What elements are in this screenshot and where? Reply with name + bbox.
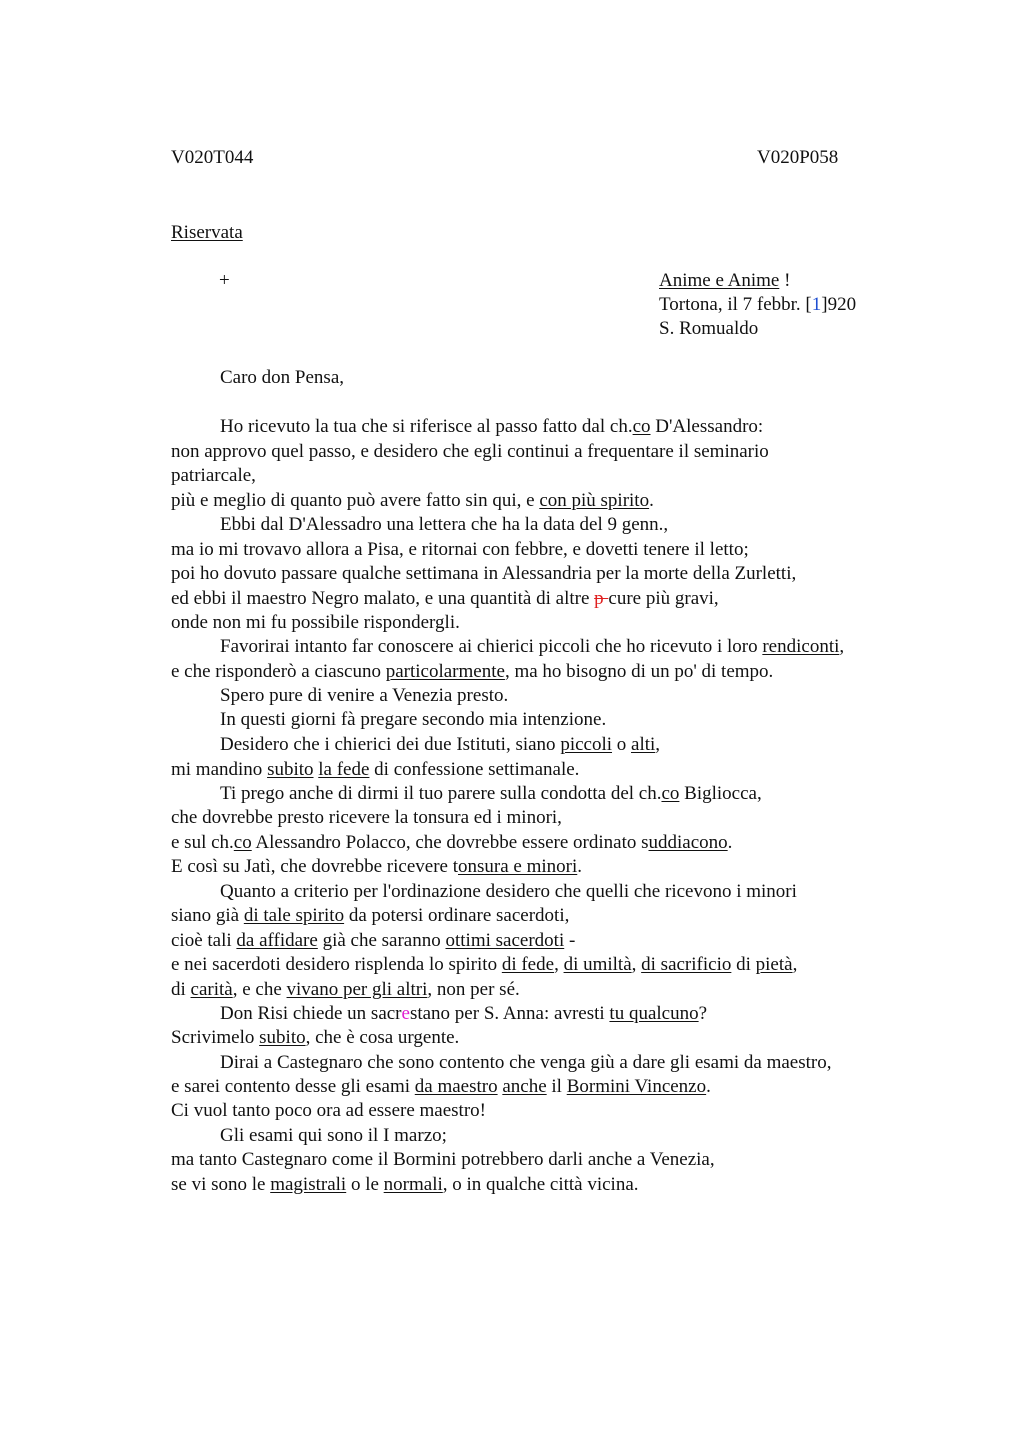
text-run: . (649, 490, 654, 511)
text-run: , ma ho bisogno di un po' di tempo. (504, 661, 774, 682)
text-run: , e che (232, 979, 287, 1000)
underlined-run: anche (502, 1076, 547, 1097)
body-line-20: Quanto a criterio per l'ordinazione desidero che quelli che ricevono i minori (220, 881, 797, 902)
underlined-run: tu qualcuno (609, 1003, 699, 1024)
text-run: , (554, 954, 564, 975)
underlined-run: rendiconti (762, 636, 840, 657)
saint-line: S. Romualdo (659, 318, 759, 339)
text-run: o (612, 734, 632, 755)
body-line-14 (220, 733, 660, 757)
cross-mark: + (219, 270, 230, 291)
body-line-28 (171, 1075, 711, 1099)
body-line-12: Spero pure di venire a Venezia presto. (220, 685, 509, 706)
body-line-25 (220, 1002, 707, 1026)
header-right-code: V020P058 (757, 147, 839, 168)
text-run: ? (698, 1003, 708, 1024)
body-line-7: poi ho dovuto passare qualche settimana in Alessandria per la morte della Zurletti, (171, 563, 797, 584)
text-run: stano per S. Anna: avresti (409, 1003, 610, 1024)
date-part-b: 1 (811, 294, 822, 315)
underlined-run: particolarmente (385, 661, 505, 682)
text-run: , non per sé. (427, 979, 520, 1000)
underlined-run: vivano per gli altri (286, 979, 428, 1000)
body-line-24 (171, 978, 520, 1002)
text-run: Desidero che i chierici dei due Istituti, siano (220, 734, 561, 755)
body-line-32 (171, 1173, 639, 1197)
motto-end: ! (779, 270, 791, 291)
body-line-31: ma tanto Castegnaro come il Bormini potrebbero darli anche a Venezia, (171, 1149, 715, 1170)
text-run: Ho ricevuto la tua che si riferisce al passo fatto dal ch. (220, 416, 633, 437)
body-line-9: onde non mi fu possibile rispondergli. (171, 612, 460, 633)
text-run: mi mandino (171, 759, 268, 780)
riservata-label: Riservata (171, 222, 243, 243)
date-part-a: Tortona, il 7 febbr. [ (659, 294, 812, 315)
text-run: di confessione settimanale. (369, 759, 580, 780)
body-line-2: non approvo quel passo, e desidero che egli continui a frequentare il seminario (171, 441, 769, 462)
underlined-run: di sacrificio (641, 954, 732, 975)
body-line-29: Ci vuol tanto poco ora ad essere maestro! (171, 1100, 486, 1121)
underlined-run: subito (259, 1027, 306, 1048)
body-line-17: che dovrebbe presto ricevere la tonsura ed i minori, (171, 807, 562, 828)
body-line-18 (171, 831, 732, 855)
text-run: . (577, 856, 583, 877)
text-run: e che risponderò a ciascuno (171, 661, 386, 682)
body-line-5: Ebbi dal D'Alessadro una lettera che ha la data del 9 genn., (220, 514, 669, 535)
header-left-code: V020T044 (171, 147, 254, 168)
body-line-1 (220, 415, 763, 439)
underlined-run: co (233, 832, 252, 853)
text-run: più e meglio di quanto può avere fatto sin qui, e (171, 490, 540, 511)
underlined-run: carità (190, 979, 233, 1000)
body-line-19 (171, 855, 582, 879)
text-run: e nei sacerdoti desidero risplenda lo spirito (171, 954, 502, 975)
body-line-22 (171, 929, 575, 953)
underlined-run: Bormini Vincenzo (566, 1076, 707, 1097)
struck-run: p (594, 588, 609, 609)
text-run: , (839, 636, 845, 657)
underlined-run: co (661, 783, 680, 804)
text-run: se vi sono le (171, 1174, 271, 1195)
underlined-run: ottimi sacerdoti (445, 930, 565, 951)
body-line-4 (171, 489, 654, 513)
salutation: Caro don Pensa, (220, 367, 345, 388)
text-run: Alessandro Polacco, che dovrebbe essere ordinato s (251, 832, 649, 853)
text-run: Don Risi chiede un sacr (220, 1003, 402, 1024)
underlined-run: di tale spirito (243, 905, 345, 926)
body-line-26 (171, 1026, 459, 1050)
underlined-run: onsura e minori (458, 856, 578, 877)
text-run: da potersi ordinare sacerdoti, (344, 905, 570, 926)
underlined-run: piccoli (560, 734, 613, 755)
text-run: di (171, 979, 191, 1000)
text-run: già che saranno (317, 930, 446, 951)
text-run: Favorirai intanto far conoscere ai chierici piccoli che ho ricevuto i loro (220, 636, 763, 657)
date-line (659, 293, 856, 317)
body-line-21 (171, 904, 569, 928)
text-run: , o in qualche città vicina. (442, 1174, 639, 1195)
underlined-run: di fede (501, 954, 555, 975)
text-run: - (564, 930, 576, 951)
underlined-run: da maestro (414, 1076, 498, 1097)
body-line-3: patriarcale, (171, 465, 256, 486)
body-line-30: Gli esami qui sono il I marzo; (220, 1125, 447, 1146)
text-run: , (655, 734, 661, 755)
text-run: . (706, 1076, 711, 1097)
motto-text: Anime e Anime (659, 270, 780, 291)
text-run: Scrivimelo (171, 1027, 260, 1048)
text-run: di (731, 954, 756, 975)
body-line-13: In questi giorni fà pregare secondo mia intenzione. (220, 709, 607, 730)
text-run: Ti prego anche di dirmi il tuo parere sulla condotta del ch. (220, 783, 662, 804)
underlined-run: co (632, 416, 651, 437)
text-run: . (727, 832, 733, 853)
body-line-15 (171, 758, 579, 782)
text-run: e sarei contento desse gli esami (171, 1076, 415, 1097)
text-run: e sul ch. (171, 832, 234, 853)
text-run: cioè tali (171, 930, 237, 951)
body-line-11 (171, 660, 773, 684)
text-run: D'Alessandro: (650, 416, 764, 437)
underlined-run: magistrali (270, 1174, 347, 1195)
underlined-run: subito (267, 759, 314, 780)
body-line-6: ma io mi trovavo allora a Pisa, e ritornai con febbre, e dovetti tenere il letto; (171, 539, 749, 560)
body-line-8 (171, 587, 719, 611)
body-line-10 (220, 635, 844, 659)
pink-mark-run: e (401, 1003, 410, 1024)
text-run: , (631, 954, 642, 975)
underlined-run: la fede (318, 759, 370, 780)
text-run: , che è cosa urgente. (305, 1027, 460, 1048)
body-line-23 (171, 953, 797, 977)
text-run: Bigliocca, (679, 783, 762, 804)
underlined-run: alti (631, 734, 656, 755)
underlined-run: pietà (755, 954, 793, 975)
underlined-run: uddiacono (648, 832, 728, 853)
underlined-run: di umiltà (563, 954, 632, 975)
underlined-run: normali (383, 1174, 443, 1195)
text-run: il (546, 1076, 567, 1097)
underlined-run: con più spirito (539, 490, 650, 511)
body-line-16 (220, 782, 762, 806)
text-run: o le (346, 1174, 384, 1195)
text-run: cure più gravi, (608, 588, 719, 609)
text-run: siano già (171, 905, 244, 926)
text-run: E così su Jatì, che dovrebbe ricevere t (171, 856, 458, 877)
body-line-27: Dirai a Castegnaro che sono contento che venga giù a dare gli esami da maestro, (220, 1052, 832, 1073)
underlined-run: da affidare (236, 930, 318, 951)
motto-line (659, 269, 790, 293)
text-run: ed ebbi il maestro Negro malato, e una quantità di altre (171, 588, 595, 609)
date-part-c: ]920 (821, 294, 857, 315)
text-run: , (792, 954, 798, 975)
